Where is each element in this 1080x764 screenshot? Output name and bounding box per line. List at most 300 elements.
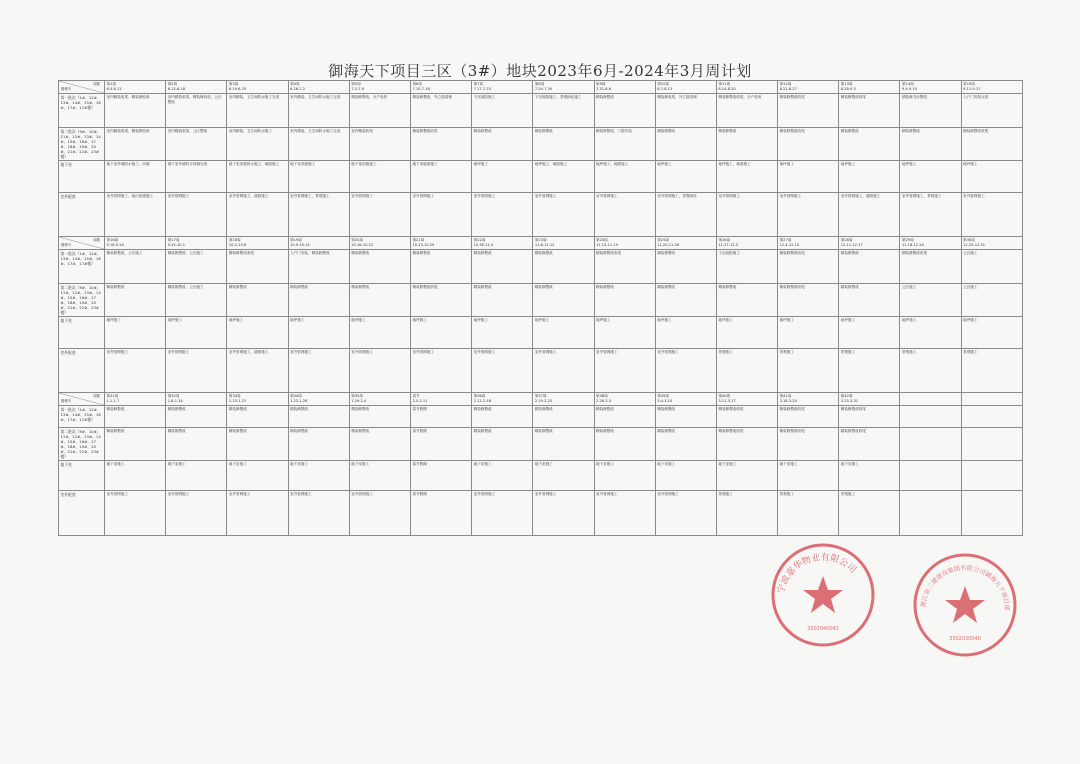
plan-cell: 公区施工 (961, 284, 1022, 317)
plan-cell: 下沉庭院施工，景观绿化施工 (533, 94, 594, 128)
week-dates: 1.22-1.28 (290, 399, 308, 403)
plan-cell: 精装修整改 (655, 284, 716, 317)
week-dates: 2.26-3.3 (596, 399, 612, 403)
plan-cell: 室外管网施工，景观绿化 (655, 193, 716, 237)
plan-row (59, 317, 1023, 349)
plan-row (59, 94, 1023, 128)
plan-cell: 室外管网施工 (472, 491, 533, 536)
week-header-cell (961, 81, 1022, 94)
plan-cell: 精装修整改收尾 (227, 250, 288, 284)
plan-cell: 地下室施工 (778, 461, 839, 491)
plan-cell: 室外管网施工 (533, 491, 594, 536)
building-label: 地下室 (59, 161, 105, 193)
plan-cell: 春节假期 (410, 491, 471, 536)
plan-cell: 精装修整改 (349, 428, 410, 461)
week-dates: 11.13-11.19 (596, 243, 618, 247)
building-label: 室外配套 (59, 491, 105, 536)
plan-cell: 地坪施工 (716, 317, 777, 349)
week-number: 第20周 (351, 238, 364, 242)
week-number: 第31周 (106, 394, 119, 398)
plan-cell: 精装修整改 (227, 406, 288, 428)
plan-cell: 地下室外墙防水施工，回填 (105, 161, 166, 193)
week-header-cell (349, 393, 410, 406)
plan-cell: 室外管网施工 (410, 349, 471, 393)
plan-cell: 室内精装，卫生间防水施工 (227, 128, 288, 161)
plan-cell: 精装修整改 (655, 250, 716, 284)
plan-cell: 精装修整改收尾 (900, 250, 961, 284)
building-label: 第二批次（9#、10#、11#、12#、13#、14#、15#、16#、17#、18#、19#、20#、21#、22#、23#楼） (59, 284, 105, 317)
week-header-cell (472, 393, 533, 406)
plan-cell: 精装修整改 (227, 428, 288, 461)
week-header-cell (594, 393, 655, 406)
corner-week-label: 周数 (93, 82, 100, 86)
week-dates: 9.11-9.17 (963, 87, 981, 91)
week-dates: 6.26-7.2 (290, 87, 306, 91)
week-number: 第33周 (228, 394, 241, 398)
week-header-cell (533, 237, 594, 250)
plan-cell: 精装修整改，公区施工 (166, 284, 227, 317)
plan-row (59, 428, 1023, 461)
plan-cell: 精装修整改 (900, 128, 961, 161)
svg-text:宁波嘉华物业有限公司 (775, 551, 859, 595)
week-dates: 10.16-10.22 (351, 243, 374, 247)
week-dates: 7.17-7.23 (473, 87, 491, 91)
week-header-cell (410, 81, 471, 94)
plan-cell: 地坪施工 (533, 317, 594, 349)
week-number: 第37周 (534, 394, 547, 398)
plan-cell: 精装修整改 (655, 406, 716, 428)
plan-cell: 精装修整改 (166, 406, 227, 428)
plan-cell: 景观施工 (778, 491, 839, 536)
week-dates: 2.19-2.25 (534, 399, 553, 403)
plan-cell: 精装修整改收尾 (839, 94, 900, 128)
plan-cell: 室外管网施工 (472, 349, 533, 393)
plan-cell: 精装修整改收尾 (410, 284, 471, 317)
plan-cell: 精装修整改收尾 (778, 250, 839, 284)
week-header-cell (166, 393, 227, 406)
company-seal-stamp (768, 540, 878, 650)
week-number: 第15周 (963, 82, 975, 86)
week-number: 第18周 (228, 238, 241, 242)
seal-text: 宁波嘉华物业有限公司 (776, 552, 858, 595)
plan-cell: 地坪施工 (166, 317, 227, 349)
plan-cell: 春节假期 (410, 406, 471, 428)
week-dates: 1.15-1.21 (228, 399, 247, 403)
week-dates: 1.8-1.14 (167, 399, 183, 403)
plan-cell: 地下室施工 (166, 461, 227, 491)
plan-cell: 精装修整改 (410, 250, 471, 284)
week-header-cell (533, 81, 594, 94)
week-number: 第39周 (657, 394, 669, 398)
plan-cell: 地坪施工 (839, 161, 900, 193)
plan-cell: 地坪施工 (349, 317, 410, 349)
plan-cell (900, 428, 961, 461)
plan-cell: 室外管网施工 (594, 491, 655, 536)
plan-cell: 景观施工 (961, 349, 1022, 393)
contractor-seal-stamp (910, 550, 1020, 660)
plan-cell: 地坪施工 (655, 161, 716, 193)
week-number: 第27周 (779, 238, 792, 242)
week-number: 第40周 (718, 394, 731, 398)
plan-cell: 精装修整改 (839, 250, 900, 284)
week-number: 第12周 (779, 82, 792, 86)
plan-cell: 地下室施工 (288, 461, 349, 491)
week-header-cell (288, 237, 349, 250)
plan-cell: 精装修整改 (288, 406, 349, 428)
plan-cell: 精装修整改，公区施工 (105, 250, 166, 284)
plan-cell: 精装修整改收尾，分户验收 (716, 94, 777, 128)
plan-cell: 精装修整改 (716, 128, 777, 161)
week-header-cell (472, 237, 533, 250)
week-header-cell (716, 81, 777, 94)
week-number: 第14周 (901, 82, 914, 86)
week-number: 第36周 (473, 394, 486, 398)
plan-cell: 室内精装，卫生间防水施工完成 (288, 94, 349, 128)
plan-cell: 室外管网施工，景观施工 (900, 193, 961, 237)
week-dates: 8.7-8.13 (657, 87, 673, 91)
week-number: 第28周 (840, 238, 853, 242)
plan-cell: 春节假期 (410, 428, 471, 461)
plan-cell: 精装修整改 (349, 250, 410, 284)
week-number: 春节 (412, 394, 420, 398)
week-header-cell (655, 393, 716, 406)
plan-cell: 景观施工 (716, 349, 777, 393)
plan-cell (961, 461, 1022, 491)
plan-cell: 地下室顶板施工 (349, 161, 410, 193)
week-header-cell (839, 81, 900, 94)
plan-cell: 精装修整改收尾 (778, 428, 839, 461)
plan-cell: 室外管网施工 (533, 193, 594, 237)
plan-cell: 精装修整改 (655, 428, 716, 461)
plan-cell: 地下室施工 (839, 461, 900, 491)
week-header-cell (227, 393, 288, 406)
plan-cell: 精装修整改 (839, 284, 900, 317)
plan-row (59, 284, 1023, 317)
week-number: 第6周 (412, 82, 422, 86)
week-header-cell (716, 393, 777, 406)
week-dates: 11.27-12.3 (718, 243, 738, 247)
corner-week-label: 周数 (93, 238, 100, 242)
week-dates: 3.18-3.24 (779, 399, 797, 403)
plan-cell: 精装修整改收尾 (594, 250, 655, 284)
week-header-cell (166, 237, 227, 250)
plan-cell: 精装修整改 (533, 284, 594, 317)
corner-cell (59, 393, 105, 406)
week-header-cell (533, 393, 594, 406)
week-header-cell (105, 81, 166, 94)
corner-building-label: 楼栋号 (61, 399, 72, 403)
week-header-cell (288, 81, 349, 94)
plan-cell: 精装修整改 (472, 250, 533, 284)
plan-cell: 精装修整改 (594, 284, 655, 317)
corner-building-label: 楼栋号 (61, 87, 72, 91)
plan-cell: 地坪施工 (839, 317, 900, 349)
plan-cell: 地下室顶板施工 (288, 161, 349, 193)
week-dates: 8.28-9.3 (840, 87, 856, 91)
plan-cell: 精装修整改 (533, 428, 594, 461)
plan-cell: 地坪施工 (594, 317, 655, 349)
week-header-cell (227, 237, 288, 250)
plan-cell: 地下室施工 (716, 461, 777, 491)
plan-cell: 景观施工 (900, 349, 961, 393)
plan-cell: 室外管网施工 (778, 193, 839, 237)
plan-cell: 景观施工 (778, 349, 839, 393)
plan-cell (961, 406, 1022, 428)
week-header-cell (778, 81, 839, 94)
plan-cell: 室外管网施工 (105, 349, 166, 393)
week-dates: 7.24-7.30 (534, 87, 553, 91)
plan-row (59, 193, 1023, 237)
plan-cell: 精装修整改 (533, 250, 594, 284)
plan-cell: 下沉庭院施工 (716, 250, 777, 284)
week-dates: 9.18-9.24 (106, 243, 124, 247)
plan-cell: 室外管网施工 (227, 491, 288, 536)
week-header-row (59, 81, 1023, 94)
building-label: 第一批次（1#、12#、13#、14#、15#、16#、17#、17#楼） (59, 94, 105, 128)
plan-cell: 精装修整改 (105, 284, 166, 317)
week-number: 第29周 (901, 238, 914, 242)
week-dates: 12.11-12.17 (840, 243, 863, 247)
plan-cell: 入户门安装，精装修整改 (288, 250, 349, 284)
plan-cell: 室外管网施工 (288, 349, 349, 393)
week-header-cell (839, 237, 900, 250)
plan-cell: 景观施工 (839, 491, 900, 536)
plan-cell: 精装修整改收尾 (778, 406, 839, 428)
plan-cell: 精装修整改收尾 (778, 128, 839, 161)
plan-cell: 地下室地面施工 (410, 161, 471, 193)
plan-cell: 室内精装收尾，精装修验收 (105, 128, 166, 161)
plan-cell: 精装修整改 (716, 284, 777, 317)
plan-cell: 精装修整改 (166, 428, 227, 461)
plan-cell: 室外管网施工 (716, 193, 777, 237)
seal-number: 3302030040 (949, 636, 981, 642)
plan-cell: 精装修整改收尾 (716, 406, 777, 428)
plan-cell: 精装修整改 (533, 406, 594, 428)
week-dates: 6.5-6.11 (106, 87, 122, 91)
week-number: 第41周 (779, 394, 792, 398)
plan-cell: 精装修整改收尾 (961, 128, 1022, 161)
plan-cell: 地下室施工 (594, 461, 655, 491)
week-header-row (59, 393, 1023, 406)
week-dates: 8.21-8.27 (779, 87, 797, 91)
plan-cell: 地下室施工 (472, 461, 533, 491)
plan-cell: 地坪施工 (655, 317, 716, 349)
week-dates: 6.19-6.25 (228, 87, 247, 91)
week-header-cell (349, 81, 410, 94)
plan-cell: 精装修整改，公区施工 (166, 250, 227, 284)
plan-row (59, 161, 1023, 193)
week-number: 第23周 (534, 238, 547, 242)
week-number: 第2周 (167, 82, 178, 86)
plan-cell (900, 461, 961, 491)
document-title: 御海天下项目三区（3#）地块2023年6月-2024年3月周计划 (328, 62, 752, 80)
plan-cell (900, 406, 961, 428)
week-header-cell (594, 81, 655, 94)
week-number: 第30周 (963, 238, 975, 242)
week-dates: 1.29-2.4 (351, 399, 367, 403)
corner-cell (59, 237, 105, 250)
week-header-cell (961, 237, 1022, 250)
week-header-cell (105, 393, 166, 406)
week-dates: 8.14-8.20 (718, 87, 736, 91)
plan-row (59, 491, 1023, 536)
plan-cell: 地下室施工 (227, 461, 288, 491)
plan-cell: 地坪施工 (410, 317, 471, 349)
plan-cell: 精装修整改 (839, 128, 900, 161)
plan-cell: 地坪施工 (472, 317, 533, 349)
week-number: 第4周 (290, 82, 300, 86)
plan-cell: 精装修收尾，外立面清理 (655, 94, 716, 128)
plan-cell: 精装修整改 (472, 128, 533, 161)
plan-cell: 精装修交付整改 (900, 94, 961, 128)
building-label: 地下室 (59, 317, 105, 349)
building-label: 室外配套 (59, 193, 105, 237)
week-header-cell (410, 393, 471, 406)
week-number: 第26周 (718, 238, 731, 242)
plan-cell: 地坪施工 (105, 317, 166, 349)
plan-cell: 室外管网施工，雨污管道施工 (105, 193, 166, 237)
plan-cell: 公区施工 (900, 284, 961, 317)
plan-cell: 精装修整改收尾 (778, 284, 839, 317)
plan-cell: 精装修整改 (594, 406, 655, 428)
week-dates: 3.11-3.17 (718, 399, 736, 403)
week-header-cell (900, 393, 961, 406)
plan-row (59, 250, 1023, 284)
plan-cell: 下沉庭院施工 (472, 94, 533, 128)
plan-cell: 精装修整改 (533, 128, 594, 161)
plan-row (59, 406, 1023, 428)
plan-cell: 室外管网施工 (166, 491, 227, 536)
plan-cell: 地下室施工 (349, 461, 410, 491)
plan-cell: 公区施工 (961, 250, 1022, 284)
week-dates: 12.25-12.31 (963, 243, 985, 247)
plan-cell: 室内精装收尾，精装修验收，公区整改 (166, 94, 227, 128)
seal-text: 浙江省二建建设集团有限公司御海天下项目部 (920, 564, 1011, 611)
plan-row (59, 349, 1023, 393)
week-dates: 7.31-8.6 (596, 87, 612, 91)
building-label: 第一批次（1#、12#、13#、14#、15#、16#、17#、17#楼） (59, 406, 105, 428)
week-dates: 11.6-11.12 (534, 243, 555, 247)
seal-number: 3302040042 (807, 626, 839, 632)
plan-cell: 地下室施工 (533, 461, 594, 491)
plan-cell: 室内精装，卫生间防水施工完成 (227, 94, 288, 128)
plan-cell: 精装修整改收尾 (839, 406, 900, 428)
week-number: 第10周 (657, 82, 669, 86)
plan-cell: 室外管网施工 (349, 193, 410, 237)
week-dates: 3.4-3.10 (657, 399, 673, 403)
plan-cell: 精装修整改 (227, 284, 288, 317)
building-label: 第二批次（9#、10#、11#、12#、13#、14#、15#、16#、17#、18#、19#、20#、21#、22#、23#楼） (59, 128, 105, 161)
plan-cell: 室外管网施工 (166, 193, 227, 237)
week-header-row (59, 237, 1023, 250)
plan-cell: 室外管网施工 (472, 193, 533, 237)
week-dates: 9.25-10.1 (167, 243, 185, 247)
plan-cell: 精装修整改 (288, 428, 349, 461)
week-header-cell (288, 393, 349, 406)
plan-cell: 室外管网施工，道路施工 (839, 193, 900, 237)
plan-cell: 室外管网施工 (349, 491, 410, 536)
week-header-cell (655, 81, 716, 94)
building-label: 室外配套 (59, 349, 105, 393)
plan-cell: 地坪施工 (778, 317, 839, 349)
week-header-cell (227, 81, 288, 94)
plan-cell (961, 491, 1022, 536)
corner-building-label: 楼栋号 (61, 243, 72, 247)
plan-cell: 地坪施工 (288, 317, 349, 349)
plan-cell: 室内精装收尾 (349, 128, 410, 161)
plan-cell: 地坪施工 (900, 161, 961, 193)
building-label: 第二批次（9#、10#、11#、12#、13#、14#、15#、16#、17#、18#、19#、20#、21#、22#、23#楼） (59, 428, 105, 461)
plan-cell: 地坪施工 (227, 317, 288, 349)
plan-cell: 精装修整改 (349, 284, 410, 317)
week-header-cell (778, 393, 839, 406)
week-number: 第22周 (473, 238, 486, 242)
plan-cell: 精装修整改收尾 (778, 94, 839, 128)
week-number: 第42周 (840, 394, 853, 398)
plan-cell: 室外管网施工 (410, 193, 471, 237)
plan-cell: 室外管网施工 (594, 193, 655, 237)
corner-week-label: 周数 (93, 394, 100, 398)
plan-row (59, 128, 1023, 161)
week-dates: 10.2-10.8 (228, 243, 247, 247)
weekly-plan-table (58, 80, 1023, 536)
plan-cell: 地坪施工，地面施工 (533, 161, 594, 193)
week-header-cell (594, 237, 655, 250)
plan-cell: 室外管网施工 (961, 193, 1022, 237)
building-label: 地下室 (59, 461, 105, 491)
plan-cell: 地坪施工 (778, 161, 839, 193)
week-dates: 9.4-9.10 (901, 87, 917, 91)
week-number: 第21周 (412, 238, 425, 242)
week-dates: 2.5-2.11 (412, 399, 428, 403)
week-number: 第5周 (351, 82, 361, 86)
plan-cell: 室外管网施工，道路施工 (227, 349, 288, 393)
plan-cell: 地下室顶板防水施工，地面施工 (227, 161, 288, 193)
plan-cell: 精装修整改 (594, 94, 655, 128)
week-header-cell (961, 393, 1022, 406)
plan-cell: 地下室施工 (655, 461, 716, 491)
week-number: 第13周 (840, 82, 853, 86)
week-number: 第8周 (534, 82, 545, 86)
week-number: 第3周 (228, 82, 239, 86)
week-header-cell (716, 237, 777, 250)
week-number: 第7周 (473, 82, 484, 86)
week-number: 第1周 (106, 82, 116, 86)
plan-cell: 精装修整改，外立面清理 (410, 94, 471, 128)
plan-cell: 精装修整改 (472, 406, 533, 428)
plan-cell: 精装修整改 (349, 406, 410, 428)
week-number: 第11周 (718, 82, 731, 86)
plan-cell: 室外管网施工 (349, 349, 410, 393)
week-header-cell (166, 81, 227, 94)
plan-cell: 室内精装，卫生间防水施工完成 (288, 128, 349, 161)
week-dates: 7.3-7.9 (351, 87, 364, 91)
week-dates: 2.12-2.18 (473, 399, 491, 403)
week-dates: 12.18-12.24 (901, 243, 924, 247)
plan-cell: 室外管网施工 (288, 491, 349, 536)
week-number: 第32周 (167, 394, 180, 398)
plan-cell (900, 491, 961, 536)
week-dates: 7.10-7.16 (412, 87, 430, 91)
plan-cell: 地坪施工 (961, 317, 1022, 349)
plan-cell: 春节假期 (410, 461, 471, 491)
week-header-cell (410, 237, 471, 250)
plan-cell: 地下室外墙防水回填完成 (166, 161, 227, 193)
plan-cell: 室外管网施工 (655, 349, 716, 393)
plan-cell: 室内精装收尾，公区整改 (166, 128, 227, 161)
plan-cell (961, 428, 1022, 461)
week-dates: 10.23-10.29 (412, 243, 435, 247)
